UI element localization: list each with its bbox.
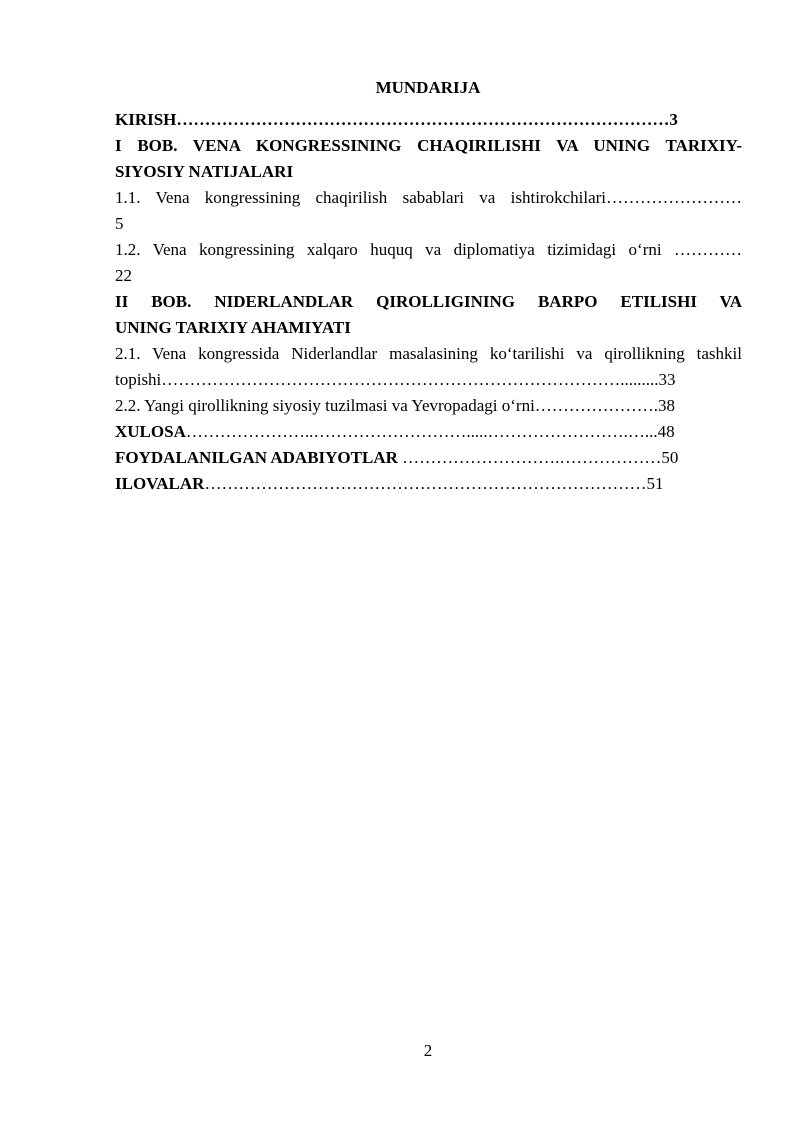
toc-entry-line: 2.1. Vena kongressida Niderlandlar masalasining koʻtarilishi va qirollikning tashkil bbox=[115, 344, 742, 363]
toc-entry-section-1-2 bbox=[115, 237, 742, 289]
toc-entry-adabiyotlar bbox=[115, 445, 742, 471]
toc-entry-section-2-1 bbox=[115, 341, 742, 393]
toc-entry-line: 1.2. Vena kongressining xalqaro huquq va diplomatiya tizimidagi oʻrni ………… bbox=[115, 240, 742, 259]
toc-entry-line: SIYOSIY NATIJALARI bbox=[115, 162, 294, 181]
toc-entry-chapter-2 bbox=[115, 289, 742, 341]
toc-entry-ilovalar bbox=[115, 471, 742, 497]
toc-entry-line: topishi……………………………………………………………………….........33 bbox=[115, 370, 676, 389]
toc-title: MUNDARIJA bbox=[375, 78, 481, 97]
toc-entry-heading: ILOVALAR bbox=[115, 474, 205, 493]
toc-entry-leader: ……………………………………………………………………51 bbox=[204, 474, 664, 493]
toc-entry-text: 2.2. Yangi qirollikning siyosiy tuzilmasi va Yevropadagi oʻrni………………….38 bbox=[115, 396, 676, 415]
toc-entry-xulosa bbox=[115, 419, 742, 445]
page-number: 2 bbox=[423, 1041, 433, 1060]
toc-entry-text: KIRISH……………………………………………………………………………3 bbox=[115, 110, 678, 129]
toc-entry-kirish bbox=[115, 107, 742, 133]
toc-entry-heading: FOYDALANILGAN ADABIYOTLAR bbox=[115, 448, 398, 467]
table-of-contents bbox=[115, 107, 742, 497]
toc-entry-leader: ……………………….………………50 bbox=[397, 448, 679, 467]
toc-entry-line: II BOB. NIDERLANDLAR QIROLLIGINING BARPO ETILISHI VA bbox=[115, 292, 742, 311]
toc-entry-section-1-1 bbox=[115, 185, 742, 237]
toc-entry-section-2-2 bbox=[115, 393, 742, 419]
toc-entry-line: UNING TARIXIY AHAMIYATI bbox=[115, 318, 351, 337]
toc-entry-line: I BOB. VENA KONGRESSINING CHAQIRILISHI VA UNING TARIXIY- bbox=[115, 136, 742, 155]
toc-entry-page: 5 bbox=[115, 214, 124, 233]
toc-entry-line: 1.1. Vena kongressining chaqirilish sabablari va ishtirokchilari…………………… bbox=[115, 188, 742, 207]
toc-entry-heading: XULOSA bbox=[115, 422, 186, 441]
toc-entry-leader: …………………..……………………….....…………………….…...48 bbox=[185, 422, 675, 441]
toc-entry-page: 22 bbox=[115, 266, 132, 285]
toc-entry-chapter-1 bbox=[115, 133, 742, 185]
